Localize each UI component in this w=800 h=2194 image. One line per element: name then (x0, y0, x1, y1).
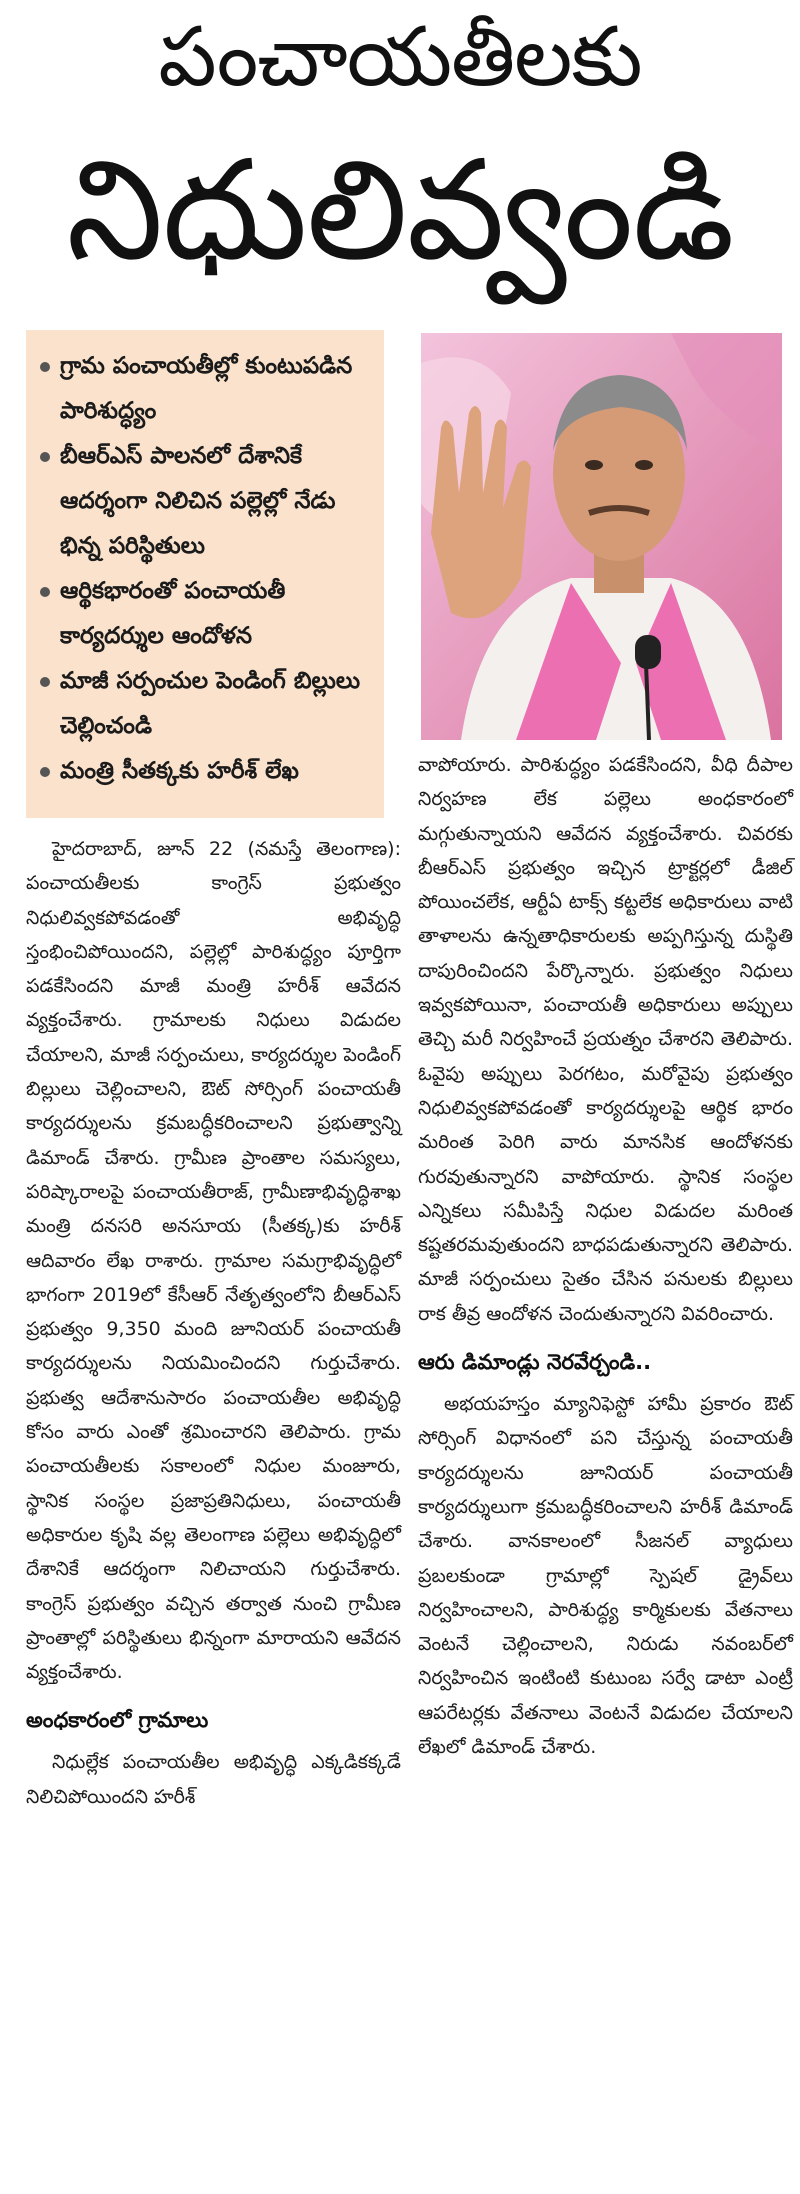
article-paragraph: నిధుల్లేక పంచాయతీల అభివృద్ధి ఎక్కడికక్కడే నిలిచిపోయిందని హరీశ్ (26, 1751, 401, 1808)
summary-item (38, 749, 374, 794)
bullet-icon (40, 362, 50, 372)
summary-item (38, 344, 374, 434)
summary-item-text: ఆర్థికభారంతో పంచాయతీ కార్యదర్శుల ఆందోళన (60, 578, 286, 649)
article-paragraph: హైదరాబాద్, జూన్ 22 (నమస్తే తెలంగాణ): పంచాయతీలకు కాంగ్రెస్ ప్రభుత్వం నిధులివ్వకపోవడంతో అభివృద్ధి స్తంభించిపోయిందని, పల్లెల్లో పారిశుద్ధ్యం పూర్తిగా పడకేసిందని మాజీ మంత్రి హరీశ్ ఆవేదన వ్యక్తంచేశారు. గ్రామాలకు నిధులు విడుదల చేయాలని, మాజీ సర్పంచులు, కార్యదర్శుల పెండింగ్ బిల్లులు చెల్లించాలని, ఔట్ సోర్సింగ్ పంచాయతీ కార్యదర్శులను క్రమబద్ధీకరించాలని ప్రభుత్వాన్ని డిమాండ్ చేశారు. గ్రామీణ ప్రాంతాల సమస్యలు, పరిష్కారాలపై పంచాయతీరాజ్, గ్రామీణాభివృద్ధిశాఖ మంత్రి దనసరి అనసూయ (సీతక్క)కు హరీశ్ ఆదివారం లేఖ రాశారు. గ్రామాల సమగ్రాభివృద్ధిలో భాగంగా 2019లో కేసీఆర్ నేతృత్వంలోని బీఆర్ఎస్ ప్రభుత్వం 9,350 మంది జూనియర్ పంచాయతీ కార్యదర్శులను నియమించిందని గుర్తుచేశారు. ప్రభుత్వ ఆదేశానుసారం పంచాయతీల అభివృద్ధి కోసం వారు ఎంతో శ్రమించారని తెలిపారు. గ్రామ పంచాయతీలకు సకాలంలో నిధుల మంజూరు, స్థానిక సంస్థల ప్రజాప్రతినిధులు, పంచాయతీ అధికారుల కృషి వల్ల తెలంగాణ పల్లెలు అభివృద్ధిలో దేశానికే ఆదర్శంగా నిలిచాయని గుర్తుచేశారు. కాంగ్రెస్ ప్రభుత్వం వచ్చిన తర్వాత నుంచి గ్రామీణ ప్రాంతాల్లో పరిస్థితులు భిన్నంగా మారాయని ఆవేదన వ్యక్తంచేశారు. (26, 838, 401, 1684)
summary-item (38, 659, 374, 749)
bullet-icon (40, 677, 50, 687)
summary-item-text: మాజీ సర్పంచుల పెండింగ్ బిల్లులు చెల్లించండి (60, 668, 361, 739)
politician-photo (421, 333, 782, 740)
subheading: ఆరు డిమాండ్లు నెరవేర్చండి.. (418, 1350, 652, 1375)
summary-item (38, 569, 374, 659)
summary-box (26, 330, 384, 818)
headline-line-1: పంచాయతీలకు (158, 10, 642, 105)
summary-item-text: బీఆర్‌ఎస్ పాలనలో దేశానికే ఆదర్శంగా నిలిచిన పల్లెల్లో నేడు భిన్న పరిస్థితులు (60, 443, 336, 559)
article-paragraph: అభయహస్తం మ్యానిఫెస్టో హామీ ప్రకారం ఔట్ సోర్సింగ్ విధానంలో పని చేస్తున్న పంచాయతీ కార్యదర్శులను జూనియర్ పంచాయతీ కార్యదర్శులుగా క్రమబద్ధీకరించాలని హరీశ్ డిమాండ్ చేశారు. వానకాలంలో సీజనల్ వ్యాధులు ప్రబలకుండా గ్రామాల్లో స్పెషల్ డ్రైవ్‌లు నిర్వహించాలని, పారిశుద్ధ్య కార్మికులకు వేతనాలు వెంటనే చెల్లించాలని, నిరుడు నవంబర్‌లో నిర్వహించిన ఇంటింటి కుటుంబ సర్వే డాటా ఎంట్రీ ఆపరేటర్లకు వేతనాలు వెంటనే విడుదల చేయాలని లేఖలో డిమాండ్ చేశారు. (418, 1393, 793, 1759)
summary-list (38, 344, 374, 794)
article-paragraph: వాపోయారు. పారిశుద్ధ్యం పడకేసిందని, వీధి దీపాల నిర్వహణ లేక పల్లెలు అంధకారంలో మగ్గుతున్నాయని ఆవేదన వ్యక్తంచేశారు. చివరకు బీఆర్ఎస్ ప్రభుత్వం ఇచ్చిన ట్రాక్టర్లలో డీజిల్ పోయించలేక, ఆర్టీఏ టాక్స్ కట్టలేక అధికారులు వాటి తాళాలను ఉన్నతాధికారులకు అప్పగిస్తున్న దుస్థితి దాపురించిందని పేర్కొన్నారు. ప్రభుత్వం నిధులు ఇవ్వకపోయినా, పంచాయతీ అధికారులు అప్పులు తెచ్చి మరీ నిర్వహించే ప్రయత్నం చేశారని తెలిపారు. ఓవైపు అప్పులు పెరగటం, మరోవైపు ప్రభుత్వం నిధులివ్వకపోవడంతో కార్యదర్శులపై ఆర్థిక భారం మరింత పెరిగి వారు మానసిక ఆందోళనకు గురవుతున్నారని వాపోయారు. స్థానిక సంస్థల ఎన్నికలు సమీపిస్తే నిధుల విడుదల మరింత కష్టతరమవుతుందని బాధపడుతున్నారని తెలిపారు. మాజీ సర్పంచులు సైతం చేసిన పనులకు బిల్లులు రాక తీవ్ర ఆందోళన చెందుతున్నారని వివరించారు. (418, 754, 793, 1325)
summary-item-text: మంత్రి సీతక్కకు హరీశ్ లేఖ (60, 758, 299, 784)
article-column-2 (418, 748, 793, 1764)
bullet-icon (40, 767, 50, 777)
headline-line-2: నిధులివ్వండి (66, 130, 734, 291)
bullet-icon (40, 587, 50, 597)
summary-item (38, 434, 374, 569)
summary-item-text: గ్రామ పంచాయతీల్లో కుంటుపడిన పారిశుద్ధ్యం (60, 353, 353, 424)
bullet-icon (40, 452, 50, 462)
politician-portrait-icon (421, 333, 782, 740)
subheading: అంధకారంలో గ్రామాలు (26, 1708, 209, 1733)
article-column-1 (26, 832, 401, 1814)
